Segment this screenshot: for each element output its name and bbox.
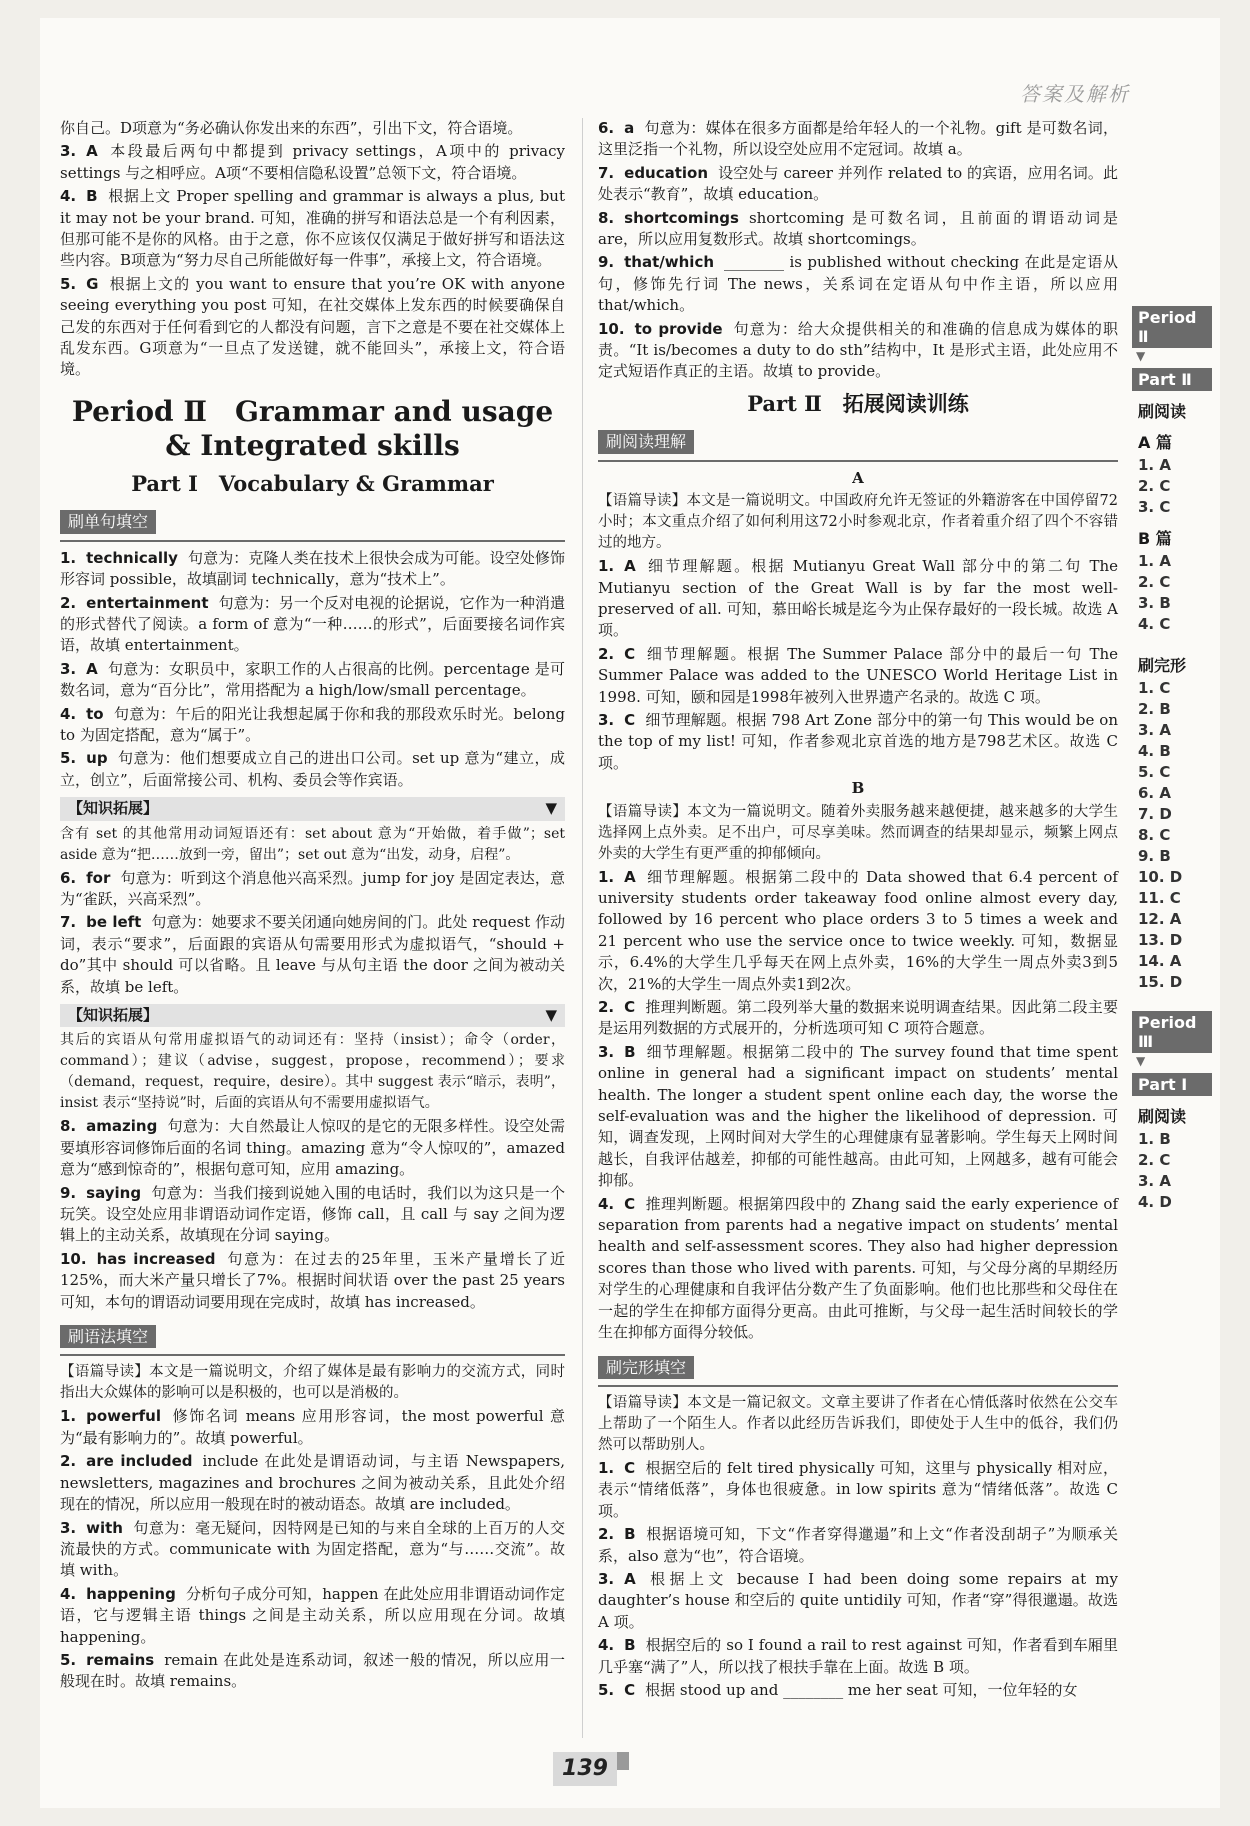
item-answer: entertainment	[86, 593, 209, 612]
item-answer: to	[86, 704, 104, 723]
left-column	[60, 118, 565, 1695]
knowledge-box-text-2: 其后的宾语从句常用虚拟语气的动词还有：坚持（insist）；命令（order，command）；建议（advise，suggest，propose，recommend）；要求（demand，request，require，desire）。其中 suggest 表示“暗示，表明”，insist 表示“坚持说”时，后面的宾语从句不需要用虚拟语气。	[60, 1032, 565, 1112]
item-answer: G	[86, 274, 99, 293]
answer-item	[60, 1451, 565, 1515]
item-number: 8.	[60, 1117, 77, 1136]
answer-item	[598, 644, 1118, 708]
answer-item	[598, 1458, 1118, 1522]
item-number: 4.	[598, 1194, 615, 1213]
item-answer: A	[86, 142, 98, 161]
sidebar-answer: 1. C	[1138, 679, 1171, 697]
sidebar-list-a	[1132, 455, 1212, 518]
sidebar-tab-part2: Part Ⅱ	[1132, 368, 1212, 391]
item-number: 5.	[60, 749, 77, 768]
item-answer: education	[624, 163, 709, 182]
triangle-icon: ▼	[545, 799, 557, 818]
item-explanation: 根据 stood up and ________ me her seat 可知，一位年轻的女	[645, 1680, 1078, 1699]
sidebar-heading: 刷完形	[1138, 656, 1187, 675]
item-explanation: 根据语境可知，下文“作者穿得邋遢”和上文“作者没刮胡子”为顺承关系，also 意为“也”，符合语境。	[598, 1525, 1118, 1565]
item-number: 1.	[60, 548, 77, 567]
item-answer: technically	[86, 548, 178, 567]
item-explanation: 句意为：午后的阳光让我想起属于你和我的那段欢乐时光。belong to 为固定搭配，意为“属于”。	[60, 704, 565, 744]
item-explanation: 句意为：女职员中，家职工作的人占很高的比例。percentage 是可数名词，意为“百分比”，常用搭配为 a high/low/small percentage。	[60, 659, 565, 700]
section-bar	[60, 502, 565, 541]
item-answer: B	[86, 187, 98, 206]
item-number: 4.	[60, 1584, 77, 1603]
answer-item	[60, 868, 565, 911]
answer-item	[60, 1518, 565, 1582]
reading-guide: 【语篇导读】本文是一篇说明文，介绍了媒体是最有影响力的交流方式，同时指出大众媒体的影响可以是积极的，也可以是消极的。	[60, 1364, 565, 1402]
item-explanation: 推理判断题。第二段列举大量的数据来说明调查结果。因此第二段主要是运用列数据的方式展开的，分析选项可知 C 项符合题意。	[598, 998, 1118, 1038]
item-explanation: 你自己。D项意为“务必确认你发出来的东西”，引出下文，符合语境。	[60, 119, 523, 137]
right-column	[598, 118, 1118, 1703]
answer-item	[60, 1249, 565, 1313]
item-number: 1.	[60, 1407, 77, 1426]
sidebar-answer: 11. C	[1138, 889, 1181, 907]
sidebar-answer: 3. C	[1138, 498, 1171, 516]
item-explanation: 分析句子成分可知，happen 在此处应用非谓语动词作定语，它与逻辑主语 things 之间是主动关系，所以应用现在分词。故填 happening。	[60, 1584, 565, 1646]
sidebar-answer: 15. D	[1138, 973, 1183, 991]
answer-item	[598, 118, 1118, 161]
item-explanation: shortcoming 是可数名词，且前面的谓语动词是 are，所以应用复数形式。故填 shortcomings。	[598, 208, 1118, 249]
item-explanation: 句意为：当我们接到说她入围的电话时，我们以为这只是一个玩笑。设空处应用非谓语动词作定语，修饰 call，且 call 与 say 之间为逻辑上的主动关系，故填现在分词 saying。	[60, 1183, 565, 1245]
danju-items-2	[60, 868, 565, 998]
section-label-yufa: 刷语法填空	[60, 1325, 156, 1348]
answer-item	[598, 1569, 1118, 1633]
item-explanation: 细节理解题。根据第二段中的 Data showed that 6.4 percent of university students order takeaway food online almost every day, followed by 16 percent who place orders 3 to 5 times a week and 21 percent who use the service once to twice weekly. 可知，数据显示，6.4%的大学生几乎每天在网上点外卖，16%的大学生一周点外卖3到5次，21%的大学生一周点外卖1到2次。	[598, 867, 1118, 993]
item-answer: amazing	[86, 1117, 158, 1136]
answer-item	[598, 556, 1118, 642]
item-explanation: include 在此处是谓语动词，与主语 Newspapers, newsletters, magazines and brochures 之间为被动关系，且此处介绍现在的情况，所以应用一般现在时的被动语态。故填 are included。	[60, 1452, 565, 1514]
section-label-yuedu: 刷阅读理解	[598, 430, 694, 453]
item-explanation: 句意为：在过去的25年里，玉米产量增长了近125%，而大米产量只增长了7%。根据时间状语 over the past 25 years 可知，本句的谓语动词要用现在完成时，故填 has increased。	[60, 1249, 565, 1311]
answer-item	[60, 659, 565, 702]
sidebar-answer: 12. A	[1138, 910, 1182, 928]
item-number: 3.	[598, 1042, 615, 1061]
reading-a-items	[598, 556, 1118, 774]
item-number: 2.	[60, 1452, 77, 1471]
sidebar-answer: 3. A	[1138, 1172, 1171, 1190]
sidebar-answer: 9. B	[1138, 847, 1171, 865]
item-number: 10.	[598, 319, 625, 338]
answer-item	[598, 1524, 1118, 1567]
right-top-items	[598, 118, 1118, 383]
item-number: 9.	[60, 1183, 77, 1202]
answer-item	[60, 1584, 565, 1648]
reading-guide-c: 【语篇导读】本文是一篇记叙文。文章主要讲了作者在心情低落时依然在公交车上帮助了一个陌生人。作者以此经历告诉我们，即使处于人生中的低谷，我们仍然可以帮助别人。	[598, 1394, 1118, 1453]
item-number: 5.	[60, 274, 77, 293]
item-answer: are included	[86, 1452, 193, 1471]
sidebar-answer: 4. D	[1138, 1193, 1172, 1211]
answer-item	[60, 912, 565, 998]
item-explanation: 细节理解题。根据 The Summer Palace 部分中的最后一句 The Summer Palace was added to the UNESCO World Heritage List in 1998. 可知，颐和园是1998年被列入世界遗产名录的。故选 C 项。	[598, 644, 1118, 706]
item-explanation: 细节理解题。根据第二段中的 The survey found that time spent online in general had a significant impact on students’ mental health. The longer a student spent online each day, the worse the self-evaluation was and the higher the likelihood of depression. 可知，调查发现，上网时间对大学生的心理健康有显著影响。学生每天上网时间越长，自我评估越差，抑郁的可能性越高。由此可知，上网越多，越有可能会抑郁。	[598, 1042, 1118, 1190]
sidebar-list-cloze	[1132, 678, 1212, 993]
item-answer: up	[86, 749, 108, 768]
running-header: 答案及解析	[1020, 82, 1130, 106]
yufa-items	[60, 1406, 565, 1692]
answer-item	[60, 548, 565, 591]
left-top-items	[60, 118, 565, 381]
item-answer: A	[86, 659, 98, 678]
section-bar	[60, 1317, 565, 1356]
item-number: 5.	[60, 1650, 77, 1669]
sidebar-answer: 2. C	[1138, 573, 1171, 591]
item-number: 6.	[598, 119, 615, 137]
answer-item	[598, 163, 1118, 206]
knowledge-box-title-2	[60, 1004, 565, 1027]
sidebar-answer: 4. B	[1138, 742, 1171, 760]
sidebar-answer: 2. C	[1138, 477, 1171, 495]
part1-title: Part Ⅰ Vocabulary & Grammar	[131, 470, 494, 496]
item-answer: has increased	[96, 1249, 216, 1268]
item-number: 5.	[598, 1680, 615, 1699]
item-explanation: 句意为：给大众提供相关的和准确的信息成为媒体的职责。“It is/becomes a duty to do sth”结构中，It 是形式主语，此处应用不定式短语作真正的主语。故填 to provide。	[598, 319, 1118, 381]
sidebar-answer: 1. B	[1138, 1130, 1171, 1148]
answer-item	[598, 710, 1118, 774]
sidebar-answer: 14. A	[1138, 952, 1182, 970]
answer-item	[598, 867, 1118, 995]
sidebar-answer: 3. B	[1138, 594, 1171, 612]
kb2-title: 【知识拓展】	[68, 1006, 159, 1024]
item-answer: C	[624, 710, 636, 729]
item-answer: B	[624, 1636, 636, 1655]
item-number: 6.	[60, 868, 77, 887]
item-explanation: 句意为：他们想要成立自己的进出口公司。set up 意为“建立，成立，创立”，后面常接公司、机构、委员会等作宾语。	[60, 749, 565, 789]
item-explanation: 细节理解题。根据 798 Art Zone 部分中的第一句 This would be on the top of my list! 可知，作者参观北京首选的地方是798艺术区。故选 C 项。	[598, 710, 1118, 772]
item-answer: C	[624, 1194, 636, 1213]
item-answer: remains	[86, 1650, 155, 1669]
item-number: 4.	[60, 187, 77, 206]
sidebar-answer: 13. D	[1138, 931, 1183, 949]
item-answer: to provide	[634, 319, 723, 338]
item-answer: B	[624, 1042, 636, 1061]
item-answer: saying	[86, 1183, 142, 1202]
item-number: 3.	[60, 142, 77, 161]
item-number: 2.	[598, 998, 615, 1016]
item-number: 2.	[60, 593, 77, 612]
passage-b-label: B	[851, 779, 865, 798]
item-answer: C	[624, 644, 636, 663]
item-answer: C	[624, 1680, 636, 1699]
item-number: 7.	[60, 913, 77, 932]
cloze-items	[598, 1458, 1118, 1701]
passage-a-label: A	[852, 468, 864, 487]
item-number: 3.	[598, 1569, 615, 1588]
answer-item	[598, 252, 1118, 316]
page-number: 139	[553, 1752, 617, 1786]
sidebar-list-b	[1132, 551, 1212, 635]
item-number: 2.	[598, 644, 615, 663]
item-explanation: 设空处与 career 并列作 related to 的宾语，应用名词。此处表示“教育”，故填 education。	[598, 163, 1118, 204]
sidebar-answer: 1. A	[1138, 456, 1171, 474]
answer-item	[60, 274, 565, 381]
answer-item	[60, 593, 565, 657]
item-answer: with	[86, 1518, 123, 1537]
item-explanation: 句意为：大自然最让人惊叹的是它的无限多样性。设空处需要填形容词修饰后面的名词 thing。amazing 意为“令人惊叹的”，amazed 意为“感到惊奇的”，根据句意可知，应用 amazing。	[60, 1117, 565, 1179]
sidebar-subheading: B 篇	[1138, 529, 1172, 548]
item-explanation: 句意为：另一个反对电视的论据说，它作为一种消遣的形式替代了阅读。a form of 意为“一种……的形式”，后面要接名词作宾语，故填 entertainment。	[60, 593, 565, 655]
section-bar	[598, 422, 1118, 461]
answer-item	[60, 141, 565, 184]
item-explanation: 句意为：克隆人类在技术上很快会成为可能。设空处修饰形容词 possible，故填副词 technically，意为“技术上”。	[60, 548, 565, 589]
triangle-icon: ▼	[1136, 1054, 1146, 1068]
item-explanation: 句意为：媒体在很多方面都是给年轻人的一个礼物。gift 是可数名词，这里泛指一个礼物，所以设空处应用不定冠词。故填 a。	[598, 119, 1118, 159]
reading-b-items	[598, 867, 1118, 1344]
item-number: 10.	[60, 1249, 87, 1268]
item-answer: for	[86, 868, 111, 887]
sidebar-tab-part1: Part Ⅰ	[1132, 1073, 1212, 1096]
answer-item	[60, 748, 565, 791]
item-number: 9.	[598, 253, 615, 272]
item-explanation: 推理判断题。根据第四段中的 Zhang said the early experience of separation from parents had a negative impact on students’ mental health and self-assessment scores. They also had higher depression scores than those who lived with parents. 可知，与父母分离的早期经历对学生的心理健康和自我评估分数产生了负面影响。他们也比那些和父母住在一起的学生在抑郁方面得分更高。由此可推断，与父母一起生活时间较长的学生在抑郁方面得分较低。	[598, 1194, 1118, 1342]
item-number: 1.	[598, 557, 615, 576]
sidebar-heading: 刷阅读	[1138, 402, 1187, 421]
item-explanation: 根据空后的 so I found a rail to rest against 可知，作者看到车厢里几乎塞“满了”人，所以找了根扶手靠在上面。故选 B 项。	[598, 1636, 1118, 1676]
item-explanation: 细节理解题。根据 Mutianyu Great Wall 部分中的第二句 The Mutianyu section of the Great Wall is by far the most well-preserved of all. 可知，慕田峪长城是迄今为止保存最好的一段长城。故选 A 项。	[598, 557, 1118, 640]
item-answer: happening	[86, 1584, 176, 1603]
sidebar-answer: 2. B	[1138, 700, 1171, 718]
sidebar-answer: 4. C	[1138, 615, 1171, 633]
item-number: 1.	[598, 1458, 615, 1477]
item-answer: A	[624, 867, 636, 886]
sidebar-answer: 6. A	[1138, 784, 1171, 802]
kb1-title: 【知识拓展】	[68, 799, 159, 818]
answer-item	[598, 208, 1118, 251]
answer-item	[60, 1650, 565, 1693]
knowledge-box-title	[60, 797, 565, 820]
item-answer: B	[624, 1525, 636, 1544]
answer-item	[598, 1680, 1118, 1701]
answer-item	[598, 997, 1118, 1040]
answer-item	[598, 1194, 1118, 1344]
knowledge-box-text: 含有 set 的其他常用动词短语还有：set about 意为“开始做，着手做”；set aside 意为“把……放到一旁，留出”；set out 意为“出发，动身，启程”。	[60, 825, 565, 863]
item-answer: a	[624, 119, 635, 137]
triangle-icon: ▼	[1136, 349, 1146, 363]
item-answer: powerful	[86, 1407, 161, 1426]
item-answer: shortcomings	[624, 208, 739, 227]
reading-guide-b: 【语篇导读】本文为一篇说明文。随着外卖服务越来越便捷，越来越多的大学生选择网上点外卖。足不出户，可尽享美味。然而调查的结果却显示，频繁上网点外卖的大学生有更严重的抑郁倾向。	[598, 803, 1118, 862]
item-explanation: 根据上文 because I had been doing some repairs at my daughter’s house 和空后的 quite untidily 可知，作者“穿”得很邋遢。故选 A 项。	[598, 1569, 1118, 1631]
answer-item	[598, 319, 1118, 383]
item-explanation: 句意为：毫无疑问，因特网是已知的与来自全球的上百万的人交流最快的方式。communicate with 为固定搭配，意为“与……交流”。故填 with。	[60, 1518, 565, 1580]
sidebar-tab-period3: Period Ⅲ	[1132, 1011, 1212, 1053]
sidebar-tab-period2: Period Ⅱ	[1132, 306, 1212, 348]
danju-items-3	[60, 1116, 565, 1313]
item-answer: that/which	[624, 253, 715, 272]
answer-item	[60, 1183, 565, 1247]
section-bar	[598, 1348, 1118, 1387]
item-number: 3.	[60, 1518, 77, 1537]
item-explanation: 根据上文 Proper spelling and grammar is always a plus, but it may not be your brand. 可知，准确的拼写和语法总是一个有利因素，但那可能不是你的风格。由于之意，你不应该仅仅满足于做好拼写和语法这些内容。B项意为“努力尽自己所能做好每一件事”，承接上文，符合语境。	[60, 187, 565, 270]
item-explanation: ________ is published without checking 在此是定语从句，修饰先行词 The news，关系词在定语从句中作主语，所以应用 that/which。	[598, 253, 1118, 315]
item-answer: C	[624, 998, 636, 1016]
answer-item	[60, 1406, 565, 1449]
item-number: 3.	[598, 710, 615, 729]
item-explanation: 句意为：她要求不要关闭通向她房间的门。此处 request 作动词，表示“要求”，后面跟的宾语从句需要用形式为虚拟语气，“should + do”其中 should 可以省略。且 leave 与从句主语 the door 之间为被动关系，故填 be left。	[60, 913, 565, 996]
item-explanation: 根据上文的 you want to ensure that you’re OK with anyone seeing everything you post 可知，在社交媒体上发东西的时候要确保自己发的东西对于任何看到它的人都没有问题，言下之意是不要在社交媒体上乱发东西。G项意为“一旦点了发送键，就不能回头”，承接上文，符合语境。	[60, 274, 565, 379]
item-number: 3.	[60, 659, 77, 678]
answer-sidebar	[1132, 300, 1212, 1213]
item-answer: A	[624, 557, 636, 576]
sidebar-answer: 5. C	[1138, 763, 1171, 781]
item-explanation: 根据空后的 felt tired physically 可知，这里与 physically 相对应，表示“情绪低落”，身体也很疲惫。in low spirits 意为“情绪低落”。故选 C 项。	[598, 1458, 1118, 1520]
item-answer: be left	[86, 913, 142, 932]
section-label-wanxing: 刷完形填空	[598, 1356, 694, 1379]
sidebar-answer: 7. D	[1138, 805, 1172, 823]
part2-title: Part Ⅱ 拓展阅读训练	[747, 390, 969, 416]
item-number: 4.	[598, 1636, 615, 1655]
reading-guide-a: 【语篇导读】本文是一篇说明文。中国政府允许无签证的外籍游客在中国停留72小时；本文重点介绍了如何利用这72小时参观北京，作者着重介绍了四个不容错过的地方。	[598, 493, 1118, 552]
sidebar-subheading: A 篇	[1138, 433, 1172, 452]
sidebar-answer: 8. C	[1138, 826, 1171, 844]
item-number: 2.	[598, 1525, 615, 1544]
danju-items	[60, 548, 565, 791]
item-answer: C	[624, 1458, 636, 1477]
column-divider	[582, 118, 583, 1738]
triangle-icon: ▼	[545, 1006, 557, 1024]
answer-item	[598, 1042, 1118, 1192]
item-number: 1.	[598, 867, 615, 886]
item-number: 4.	[60, 704, 77, 723]
item-explanation: 本段最后两句中都提到 privacy settings，A项中的 privacy settings 与之相呼应。A项“不要相信隐私设置”总领下文，符合语境。	[60, 142, 565, 182]
sidebar-answer: 3. A	[1138, 721, 1171, 739]
page-number-tab	[617, 1752, 629, 1770]
answer-item	[598, 1635, 1118, 1678]
sidebar-heading: 刷阅读	[1138, 1107, 1187, 1126]
sidebar-list-r2	[1132, 1129, 1212, 1213]
answer-item	[60, 1116, 565, 1180]
answer-item	[60, 186, 565, 272]
sidebar-answer: 10. D	[1138, 868, 1183, 886]
item-number: 7.	[598, 163, 615, 182]
answer-item	[60, 118, 565, 139]
section-label-danju: 刷单句填空	[60, 510, 156, 533]
answer-item	[60, 704, 565, 747]
item-number: 8.	[598, 208, 615, 227]
item-explanation: 修饰名词 means 应用形容词，the most powerful 意为“最有影响力的”。故填 powerful。	[60, 1407, 565, 1447]
sidebar-answer: 1. A	[1138, 552, 1171, 570]
period-title: Period Ⅱ Grammar and usage & Integrated skills	[71, 394, 554, 462]
item-explanation: remain 在此处是连系动词，叙述一般的情况，所以应用一般现在时。故填 remains。	[60, 1650, 565, 1691]
item-answer: A	[624, 1569, 636, 1588]
item-explanation: 句意为：听到这个消息他兴高采烈。jump for joy 是固定表达，意为“雀跃，兴高采烈”。	[60, 868, 565, 908]
sidebar-answer: 2. C	[1138, 1151, 1171, 1169]
